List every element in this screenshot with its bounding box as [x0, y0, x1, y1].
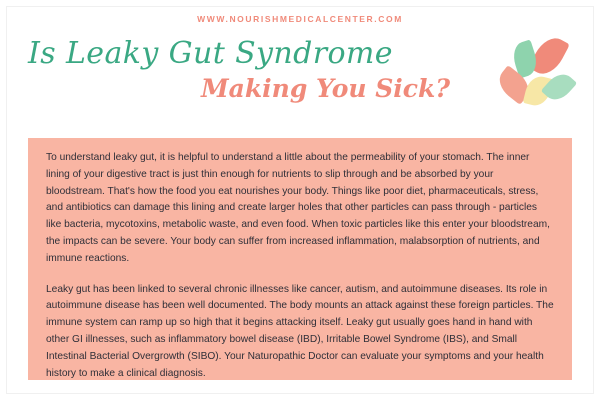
leaf-icon-mint-lower	[541, 68, 577, 105]
leaf-cluster-icon	[492, 34, 578, 112]
website-url: WWW.NOURISHMEDICALCENTER.COM	[197, 14, 403, 24]
title-line-primary: Is Leaky Gut Syndrome	[28, 36, 393, 71]
article-title	[28, 36, 468, 106]
body-paragraph-2: Leaky gut has been linked to several chronic illnesses like cancer, autism, and autoimmune diseases. Its role in autoimmune disease has been well documented. The body mounts an attack against these foreign particles. The immune system can ramp up so high that it begins attacking itself. Leaky gut usually goes hand in hand with other GI illnesses, such as inflammatory bowel disease (IBD), Irritable Bowel Syndrome (IBS), and Small Intestinal Bacterial Overgrowth (SIBO). Your Naturopathic Doctor can evaluate your symptoms and your health history to make a clinical diagnosis.	[46, 283, 554, 379]
body-paragraph-1: To understand leaky gut, it is helpful to understand a little about the permeability of your stomach. The inner lining of your digestive tract is just thin enough for nutrients to slip through and be absorbed by your bloodstream. That's how the food you eat nourishes your body. Things like poor diet, pharmaceuticals, stress, and antibiotics can damage this lining and create larger holes that other particles can pass through - particles like bacteria, mycotoxins, metabolic waste, and even food. When toxic particles like this enter your bloodstream, the impacts can be severe. Your body can suffer from increased inflammation, malabsorption of nutrients, and immune reactions.	[46, 152, 550, 264]
title-line-secondary: Making You Sick?	[200, 74, 450, 103]
article-body-panel	[28, 138, 572, 380]
